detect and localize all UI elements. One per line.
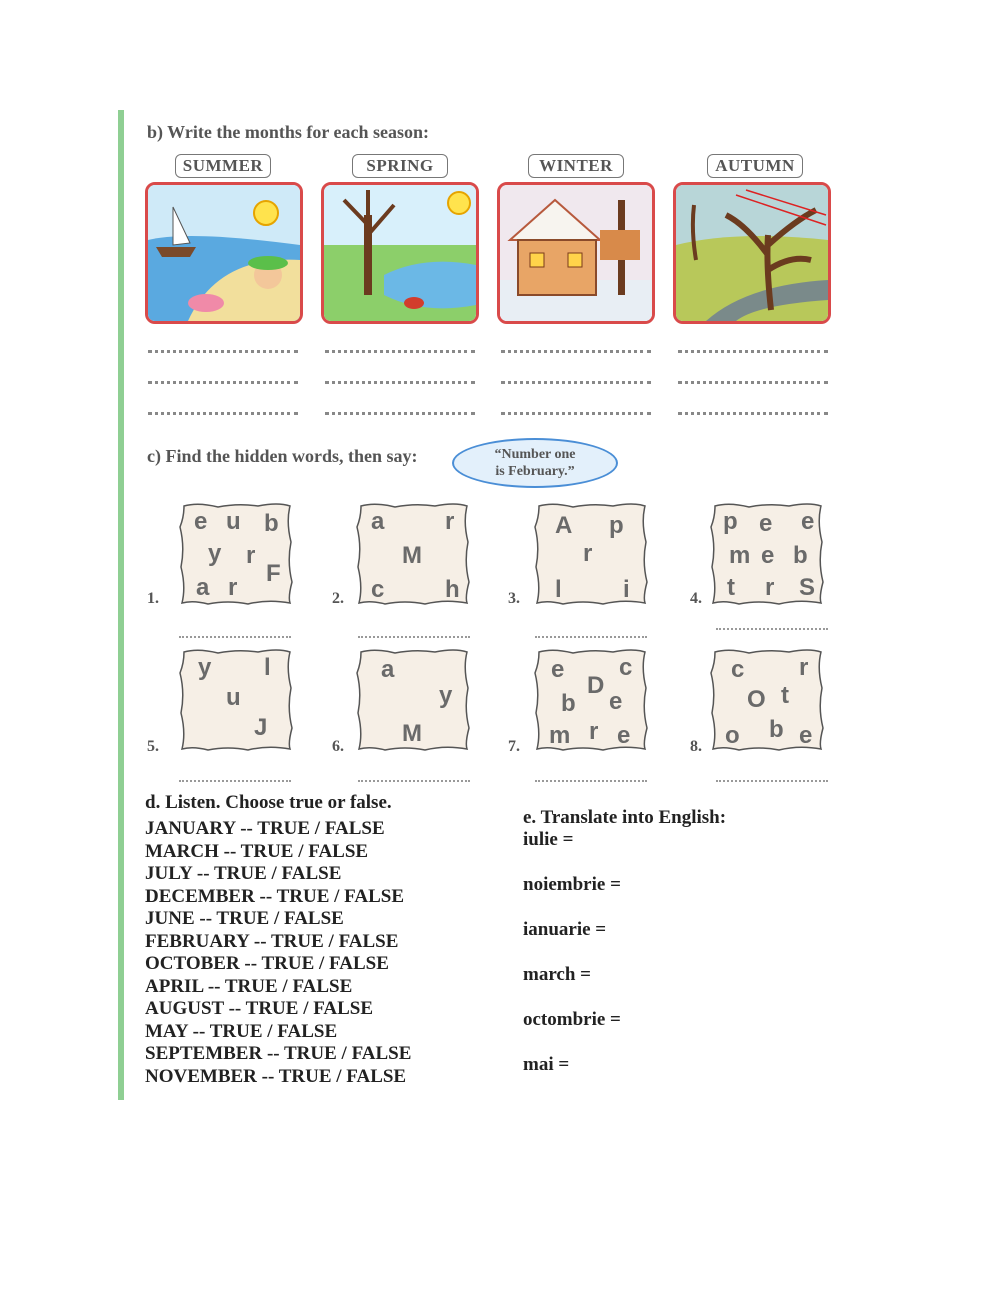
puzzle-letter: e [759,510,773,537]
puzzle-letter: y [439,682,453,709]
bubble-line: is February.” [495,464,575,479]
translate-item[interactable]: noiembrie = [523,874,621,895]
puzzle-letter: e [799,722,813,749]
letter-puzzle-3 [533,502,649,606]
puzzle-number: 7. [508,738,520,755]
season-label-winter: WINTER [528,154,624,178]
answer-line[interactable] [148,350,298,353]
puzzle-letter: m [549,722,571,749]
puzzle-letter: e [194,508,208,535]
answer-line[interactable] [535,780,647,782]
puzzle-letter: h [445,576,460,603]
true-false-item[interactable]: FEBRUARY -- TRUE / FALSE [145,930,399,952]
puzzle-number: 4. [690,590,702,607]
puzzle-letter: F [266,560,281,587]
section-d-heading: d. Listen. Choose true or false. [145,792,392,813]
puzzle-letter: p [723,508,738,535]
section-c-heading: c) Find the hidden words, then say: [147,446,418,466]
answer-line[interactable] [179,636,291,638]
true-false-item[interactable]: MAY -- TRUE / FALSE [145,1020,338,1042]
translate-item[interactable]: ianuarie = [523,919,607,940]
letter-puzzle-4 [709,502,825,606]
puzzle-letter: p [609,512,624,539]
autumn-tree-picture [673,182,831,324]
puzzle-letter: o [725,722,740,749]
page-margin-bar [118,110,124,1100]
true-false-list [145,818,411,1088]
puzzle-letter: l [555,576,562,603]
puzzle-letter: e [551,656,565,683]
answer-line[interactable] [358,636,470,638]
puzzle-number: 1. [147,590,159,607]
puzzle-number: 2. [332,590,344,607]
true-false-item[interactable]: NOVEMBER -- TRUE / FALSE [145,1065,407,1087]
puzzle-letter: D [587,672,605,699]
answer-line[interactable] [148,381,298,384]
puzzle-letter: y [198,654,212,681]
puzzle-letter: u [226,508,241,535]
puzzle-letter: c [731,656,745,683]
puzzle-letter: r [246,542,256,569]
true-false-item[interactable]: JULY -- TRUE / FALSE [145,863,342,884]
speech-bubble [452,438,618,488]
puzzle-letter: e [617,722,631,749]
season-label-autumn: AUTUMN [707,154,803,178]
puzzle-letter: r [445,508,455,535]
puzzle-letter: l [264,654,271,681]
puzzle-letter: a [196,574,210,601]
puzzle-letter: r [799,654,809,681]
puzzle-letter: b [769,716,784,743]
answer-line[interactable] [325,412,475,415]
puzzle-letter: y [208,540,222,567]
answer-line[interactable] [179,780,291,782]
answer-line[interactable] [501,412,651,415]
puzzle-letter: b [561,690,576,717]
puzzle-letter: J [254,714,268,741]
puzzle-letter: a [371,508,385,535]
puzzle-letter: r [765,574,775,601]
letter-puzzle-7 [533,648,649,752]
answer-line[interactable] [678,412,828,415]
puzzle-letter: O [747,686,766,713]
true-false-item[interactable]: AUGUST -- TRUE / FALSE [145,998,374,1019]
puzzle-letter: M [402,542,422,569]
answer-line[interactable] [325,350,475,353]
puzzle-letter: e [609,688,623,715]
answer-line[interactable] [325,381,475,384]
answer-line[interactable] [716,628,828,630]
translate-item[interactable]: march = [523,964,591,985]
section-b-heading: b) Write the months for each season: [147,122,429,142]
letter-puzzle-6 [355,648,471,752]
true-false-item[interactable]: DECEMBER -- TRUE / FALSE [145,885,404,907]
puzzle-letter: S [799,574,816,601]
puzzle-letter: M [402,720,422,747]
translate-item[interactable]: iulie = [523,829,574,850]
answer-line[interactable] [716,780,828,782]
puzzle-letter: c [371,576,385,603]
true-false-item[interactable]: JANUARY -- TRUE / FALSE [145,818,385,839]
true-false-item[interactable]: OCTOBER -- TRUE / FALSE [145,953,389,974]
puzzle-letter: u [226,684,241,711]
puzzle-letter: t [727,574,735,601]
puzzle-number: 8. [690,738,702,755]
puzzle-letter: r [228,574,238,601]
true-false-item[interactable]: JUNE -- TRUE / FALSE [145,908,344,929]
puzzle-letter: m [729,542,751,569]
puzzle-letter: e [801,508,815,535]
puzzle-letter: i [623,576,630,603]
puzzle-number: 5. [147,738,159,755]
answer-line[interactable] [358,780,470,782]
puzzle-letter: c [619,654,633,681]
answer-line[interactable] [148,412,298,415]
true-false-item[interactable]: MARCH -- TRUE / FALSE [145,840,369,862]
puzzle-number: 3. [508,590,520,607]
puzzle-letter: r [589,718,599,745]
answer-line[interactable] [678,350,828,353]
puzzle-number: 6. [332,738,344,755]
letter-puzzle-8 [709,648,825,752]
summer-beach-picture [145,182,303,324]
translate-item[interactable]: mai = [523,1054,570,1075]
puzzle-letter: e [761,542,775,569]
spring-tree-picture [321,182,479,324]
bubble-line: “Number one [494,447,576,462]
winter-house-picture [497,182,655,324]
puzzle-letter: b [264,510,279,537]
true-false-item[interactable]: SEPTEMBER -- TRUE / FALSE [145,1043,412,1064]
season-label-summer: SUMMER [175,154,271,178]
letter-puzzle-5 [178,648,294,752]
puzzle-letter: a [381,656,395,683]
puzzle-letter: t [781,682,789,709]
puzzle-letter: r [583,540,593,567]
letter-puzzle-2 [355,502,471,606]
section-e-heading: e. Translate into English: [523,807,727,828]
letter-puzzle-1 [178,502,294,606]
puzzle-letter: A [555,512,573,539]
answer-line[interactable] [501,381,651,384]
answer-line[interactable] [678,381,828,384]
translate-item[interactable]: octombrie = [523,1009,621,1030]
true-false-item[interactable]: APRIL -- TRUE / FALSE [145,975,353,997]
season-label-spring: SPRING [352,154,448,178]
puzzle-letter: b [793,542,808,569]
answer-line[interactable] [535,636,647,638]
answer-line[interactable] [501,350,651,353]
